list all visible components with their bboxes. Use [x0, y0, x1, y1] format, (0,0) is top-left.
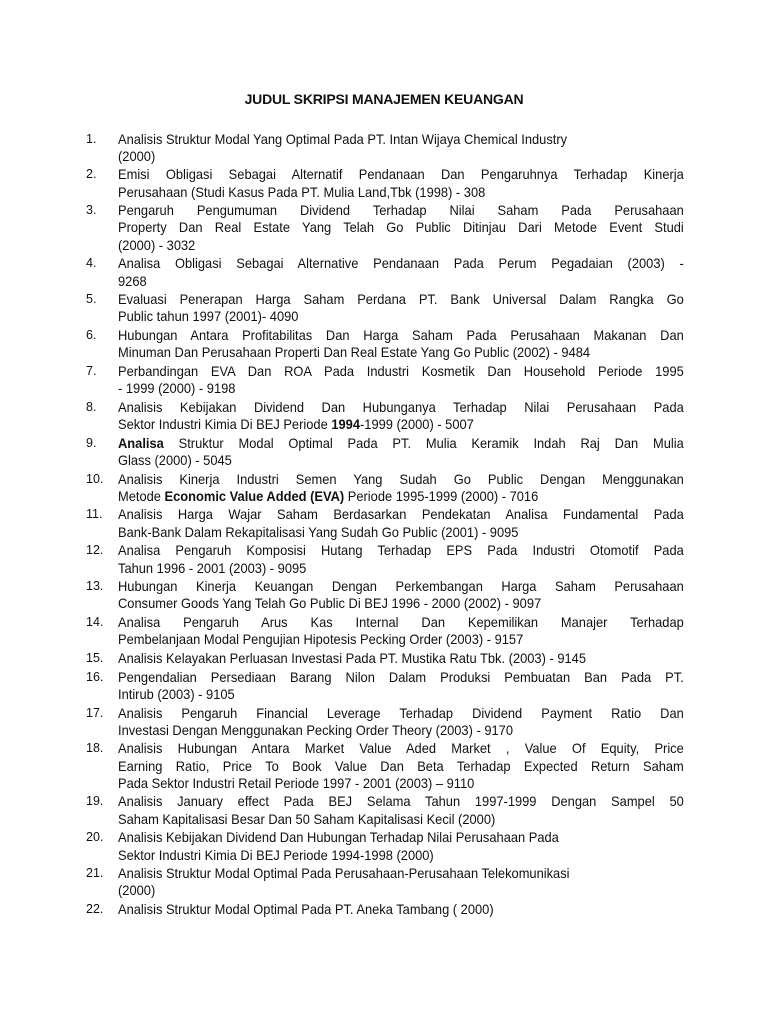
text-segment: Sektor Industri Kimia Di BEJ Periode	[118, 416, 332, 432]
item-number: 21.	[86, 866, 104, 881]
item-text	[118, 363, 684, 397]
text-segment: Hubungan Kinerja Keuangan Dengan Perkembangan Harga Saham Perusahaan	[118, 578, 684, 595]
list-item	[86, 435, 684, 469]
text-line	[118, 506, 684, 523]
text-segment: Analisis Pengaruh Financial Leverage Terhadap Dividend Payment Ratio Dan	[118, 704, 684, 721]
text-segment: Analisa Pengaruh Arus Kas Internal Dan Kepemilikan Manajer Terhadap	[118, 614, 684, 631]
text-segment: Intirub (2003) - 9105	[118, 685, 235, 702]
text-segment: Consumer Goods Yang Telah Go Public Di BEJ 1996 - 2000 (2002) - 9097	[118, 595, 542, 612]
text-line	[118, 614, 684, 631]
text-line	[118, 811, 684, 828]
text-line	[118, 669, 684, 686]
item-text	[118, 669, 684, 703]
text-line	[118, 131, 684, 148]
text-segment: Metode	[118, 487, 165, 504]
list-item	[86, 542, 684, 576]
item-number: 9.	[86, 435, 97, 450]
item-number: 18.	[86, 741, 104, 756]
text-line	[118, 488, 684, 505]
text-segment: Minuman Dan Perusahaan Properti Dan Real Estate Yang Go Public (2002) - 9484	[118, 344, 591, 361]
list-item	[86, 865, 684, 899]
list-item	[86, 901, 684, 918]
text-line	[118, 399, 684, 416]
list-item	[86, 705, 684, 739]
item-number: 1.	[86, 131, 97, 146]
list-item	[86, 669, 684, 703]
list-item	[86, 399, 684, 433]
text-line	[118, 471, 684, 488]
item-number: 7.	[86, 363, 97, 378]
text-segment: Analisis Struktur Modal Optimal Pada PT. Aneka Tambang ( 2000)	[118, 901, 494, 918]
text-segment: Analisis Kelayakan Perluasan Investasi Pada PT. Mustika Ratu Tbk. (2003) - 9145	[118, 649, 586, 666]
item-text	[118, 506, 684, 540]
text-line	[118, 865, 684, 882]
text-segment: Analisis January effect Pada BEJ Selama Tahun 1997-1999 Dengan Sampel 50	[118, 793, 684, 810]
text-segment: Analisis Harga Wajar Saham Berdasarkan Pendekatan Analisa Fundamental Pada	[118, 506, 684, 523]
item-number: 10.	[86, 471, 104, 486]
item-text	[118, 166, 684, 200]
item-number: 17.	[86, 705, 104, 720]
item-text	[118, 705, 684, 739]
item-number: 5.	[86, 292, 97, 307]
text-line	[118, 686, 684, 703]
text-line	[118, 416, 684, 433]
list-item	[86, 327, 684, 361]
text-line	[118, 560, 684, 577]
text-line	[118, 363, 684, 380]
item-text	[118, 471, 684, 505]
list-item	[86, 650, 684, 667]
bold-text: Economic Value Added (EVA)	[164, 487, 345, 504]
text-segment: (2000) - 3032	[118, 236, 196, 253]
item-number: 11.	[86, 507, 103, 522]
item-number: 14.	[86, 615, 104, 630]
text-segment: Periode 1995-1999 (2000) - 7016	[344, 487, 539, 504]
text-segment: Emisi Obligasi Sebagai Alternatif Pendanaan Dan Pengaruhnya Terhadap Kinerja	[118, 166, 684, 183]
item-text	[118, 327, 684, 361]
text-segment: Analisis Struktur Modal Yang Optimal Pada PT. Intan Wijaya Chemical Industry	[118, 130, 568, 147]
bold-text: Analisa	[118, 434, 164, 451]
text-line	[118, 255, 684, 272]
text-line	[118, 435, 684, 452]
item-number: 19.	[86, 794, 104, 809]
text-segment: Evaluasi Penerapan Harga Saham Perdana PT. Bank Universal Dalam Rangka Go	[118, 291, 684, 308]
text-line	[118, 166, 684, 183]
text-line	[118, 631, 684, 648]
item-number: 22.	[86, 902, 104, 917]
list-item	[86, 614, 684, 648]
list-item	[86, 202, 684, 254]
text-line	[118, 740, 684, 757]
text-line	[118, 291, 684, 308]
text-segment: Analisis Struktur Modal Optimal Pada Perusahaan-Perusahaan Telekomunikasi	[118, 865, 570, 882]
item-number: 4.	[86, 256, 97, 271]
text-line	[118, 758, 684, 775]
text-line	[118, 847, 684, 864]
list-item	[86, 506, 684, 540]
text-segment: Saham Kapitalisasi Besar Dan 50 Saham Kapitalisasi Kecil (2000)	[118, 810, 496, 827]
text-segment: Pembelanjaan Modal Pengujian Hipotesis Pecking Order (2003) - 9157	[118, 631, 524, 648]
item-number: 15.	[86, 650, 104, 665]
item-text	[118, 650, 684, 667]
item-text	[118, 291, 684, 325]
list-item	[86, 363, 684, 397]
text-line	[118, 237, 684, 254]
item-text	[118, 865, 684, 899]
text-line	[118, 273, 684, 290]
item-number: 16.	[86, 669, 104, 684]
item-number: 2.	[86, 167, 97, 182]
text-line	[118, 901, 684, 918]
text-segment: Analisa Pengaruh Komposisi Hutang Terhadap EPS Pada Industri Otomotif Pada	[118, 542, 684, 559]
text-line	[118, 793, 684, 810]
item-number: 13.	[86, 579, 104, 594]
list-item	[86, 578, 684, 612]
text-segment: Perbandingan EVA Dan ROA Pada Industri Kosmetik Dan Household Periode 1995	[118, 362, 684, 379]
text-segment: Analisis Kinerja Industri Semen Yang Sudah Go Public Dengan Menggunakan	[118, 470, 684, 487]
text-segment: Perusahaan (Studi Kasus Pada PT. Mulia Land,Tbk (1998) - 308	[118, 183, 486, 200]
text-segment: Struktur Modal Optimal Pada PT. Mulia Keramik Indah Raj Dan Mulia	[163, 434, 684, 451]
thesis-title-list	[86, 129, 684, 918]
item-text	[118, 740, 684, 792]
list-item	[86, 740, 684, 792]
text-line	[118, 829, 684, 846]
text-line	[118, 882, 684, 899]
text-line	[118, 722, 684, 739]
list-item	[86, 291, 684, 325]
text-line	[118, 219, 684, 236]
list-item	[86, 255, 684, 289]
list-item	[86, 166, 684, 200]
item-text	[118, 202, 684, 254]
item-number: 6.	[86, 328, 97, 343]
item-number: 8.	[86, 399, 97, 414]
item-text	[118, 399, 684, 433]
text-segment: Hubungan Antara Profitabilitas Dan Harga Saham Pada Perusahaan Makanan Dan	[118, 327, 684, 344]
item-text	[118, 793, 684, 827]
item-text	[118, 578, 684, 612]
bold-text: 1994	[331, 416, 360, 432]
text-segment: Analisis Hubungan Antara Market Value Aded Market , Value Of Equity, Price	[118, 740, 684, 757]
text-segment: Bank-Bank Dalam Rekapitalisasi Yang Sudah Go Public (2001) - 9095	[118, 523, 519, 540]
text-line	[118, 148, 684, 165]
text-segment: Pada Sektor Industri Retail Periode 1997 - 2001 (2003) – 9110	[118, 774, 475, 791]
text-line	[118, 578, 684, 595]
list-item	[86, 471, 684, 505]
item-number: 3.	[86, 203, 97, 218]
item-text	[118, 542, 684, 576]
text-segment: 9268	[118, 272, 147, 289]
text-line	[118, 452, 684, 469]
text-line	[118, 650, 684, 667]
text-line	[118, 542, 684, 559]
document-title: JUDUL SKRIPSI MANAJEMEN KEUANGAN	[244, 91, 524, 107]
text-line	[118, 308, 684, 325]
text-segment: Investasi Dengan Menggunakan Pecking Order Theory (2003) - 9170	[118, 721, 513, 738]
text-line	[118, 344, 684, 361]
text-segment: Sektor Industri Kimia Di BEJ Periode 1994-1998 (2000)	[118, 846, 434, 863]
text-segment: - 1999 (2000) - 9198	[118, 380, 236, 397]
list-item	[86, 793, 684, 827]
text-segment: Earning Ratio, Price To Book Value Dan Beta Terhadap Expected Return Saham	[118, 757, 684, 774]
item-number: 12.	[86, 543, 104, 558]
list-item	[86, 829, 684, 863]
item-text	[118, 131, 684, 165]
item-text	[118, 829, 684, 863]
item-text	[118, 901, 684, 918]
list-item	[86, 131, 684, 165]
text-line	[118, 202, 684, 219]
text-segment: Property Dan Real Estate Yang Telah Go Public Ditinjau Dari Metode Event Studi	[118, 219, 684, 236]
text-line	[118, 524, 684, 541]
text-segment: Pengaruh Pengumuman Dividend Terhadap Nilai Saham Pada Perusahaan	[118, 202, 684, 219]
text-segment: Analisis Kebijakan Dividend Dan Hubunganya Terhadap Nilai Perusahaan Pada	[118, 398, 684, 415]
item-text	[118, 435, 684, 469]
text-line	[118, 380, 684, 397]
text-line	[118, 184, 684, 201]
text-line	[118, 595, 684, 612]
text-line	[118, 327, 684, 344]
item-text	[118, 255, 684, 289]
text-segment: Glass (2000) - 5045	[118, 451, 232, 468]
text-segment: Pengendalian Persediaan Barang Nilon Dalam Produksi Pembuatan Ban Pada PT.	[118, 668, 684, 685]
text-segment: (2000)	[118, 147, 156, 164]
text-segment: Analisa Obligasi Sebagai Alternative Pendanaan Pada Perum Pegadaian (2003) -	[118, 255, 684, 272]
item-text	[118, 614, 684, 648]
text-segment: -1999 (2000) - 5007	[359, 416, 474, 432]
text-line	[118, 775, 684, 792]
text-segment: Analisis Kebijakan Dividend Dan Hubungan Terhadap Nilai Perusahaan Pada	[118, 829, 559, 846]
text-segment: (2000)	[118, 882, 156, 899]
text-segment: Tahun 1996 - 2001 (2003) - 9095	[118, 559, 307, 576]
item-number: 20.	[86, 830, 104, 845]
text-segment: Public tahun 1997 (2001)- 4090	[118, 308, 299, 325]
text-line	[118, 705, 684, 722]
